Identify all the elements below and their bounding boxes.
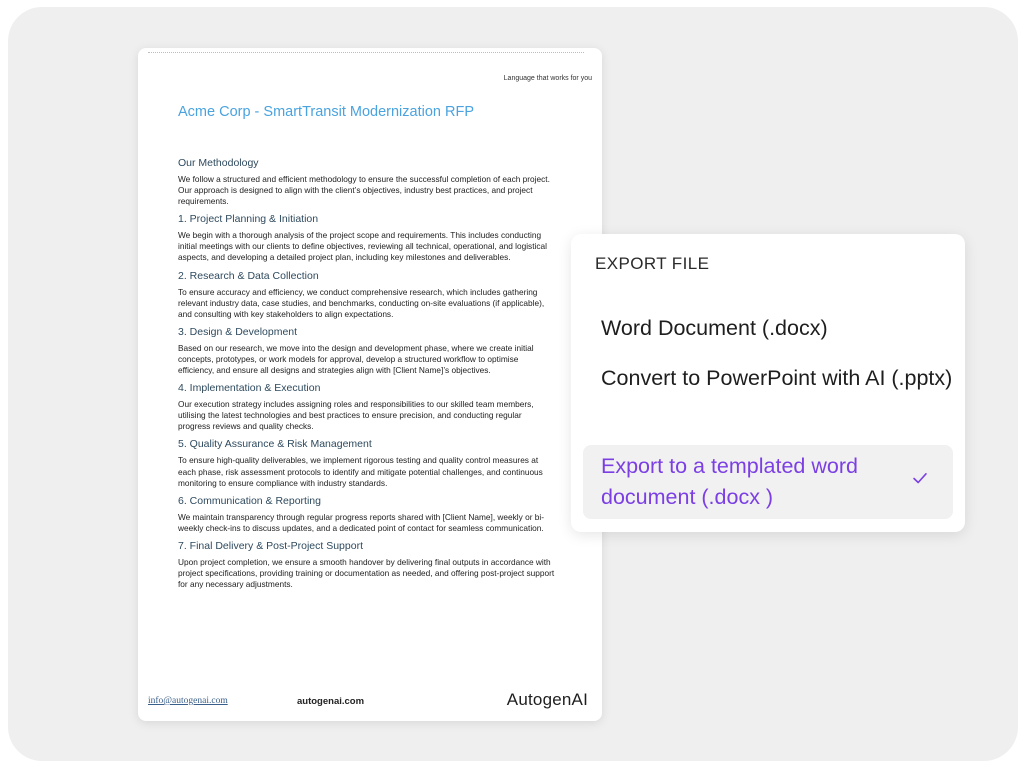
section-text: Our execution strategy includes assigning roles and responsibilities to our skilled team members, utilising the latest technologies and best practices to ensure precision, and conducting regular progress reviews and quality checks. <box>178 399 534 432</box>
section-design <box>178 326 556 376</box>
section-heading: 2. Research & Data Collection <box>178 269 319 282</box>
document-body <box>178 157 556 596</box>
export-option-word-docx[interactable] <box>583 308 953 348</box>
export-file-menu <box>571 234 965 532</box>
section-text: We begin with a thorough analysis of the project scope and requirements. This includes conducting initial meetings with our clients to define objectives, reviewing all technical, operational, and logistical aspects, and developing a detailed project plan, including key milestones and deliverables. <box>178 230 547 263</box>
section-heading: 4. Implementation & Execution <box>178 382 321 395</box>
section-research <box>178 270 556 320</box>
section-text: To ensure high-quality deliverables, we implement rigorous testing and quality control measures at each phase, risk assessment protocols to identify and mitigate potential challenges, and continuous monitoring to ensure compliance with industry standards. <box>178 455 543 488</box>
background-canvas <box>8 7 1018 761</box>
section-text: We maintain transparency through regular progress reports shared with [Client Name], weekly or bi-weekly check-ins to discuss updates, and a dedicated point of contact for seamless communication. <box>178 511 544 533</box>
section-heading: 6. Communication & Reporting <box>178 494 321 507</box>
checkmark-icon <box>911 469 929 487</box>
section-heading: 3. Design & Development <box>178 325 298 338</box>
section-text: We follow a structured and efficient methodology to ensure the successful completion of each project. Our approach is designed to align with the client’s objectives, industry best practices, and project requirements. <box>178 174 550 207</box>
autogenai-logo: AutogenAI <box>506 690 588 709</box>
option-label: Convert to PowerPoint with AI (.pptx) <box>601 366 953 390</box>
section-heading: Our Methodology <box>178 157 259 169</box>
export-option-powerpoint-pptx[interactable] <box>583 363 953 427</box>
footer-website: autogenai.com <box>297 696 365 707</box>
section-text: Upon project completion, we ensure a smooth handover by delivering final outputs in accordance with project specifications, providing training or documentation as needed, and offering post-project support for any necessary adjustments. <box>178 556 555 590</box>
document-tagline: Language that works for you <box>503 75 592 82</box>
section-text: Based on our research, we move into the design and development phase, where we create initial concepts, prototypes, or work models for approval, develop a structured workflow to optimise efficiency, and ensure all designs and strategies align with [Client Name]’s objectives. <box>178 342 534 376</box>
header-divider <box>148 52 584 53</box>
document-preview <box>138 48 602 721</box>
section-heading: 7. Final Delivery & Post-Project Support <box>178 539 363 552</box>
section-text: To ensure accuracy and efficiency, we conduct comprehensive research, which includes gathering relevant industry data, case studies, and benchmarks, conducting on-site evaluations (if applicable), and consulting with key stakeholders to align expectations. <box>178 286 545 319</box>
section-heading: 5. Quality Assurance & Risk Management <box>178 438 372 451</box>
document-footer <box>148 690 588 712</box>
export-option-templated-docx[interactable] <box>583 445 953 519</box>
section-delivery <box>178 540 556 590</box>
section-methodology <box>178 157 556 207</box>
option-label: Export to a templated word document (.docx ) <box>601 454 858 509</box>
document-title: Acme Corp - SmartTransit Modernization RFP <box>178 104 474 120</box>
option-label: Word Document (.docx) <box>601 315 828 340</box>
section-implementation <box>178 382 556 432</box>
footer-email-link[interactable]: info@autogenai.com <box>148 696 228 706</box>
export-menu-title: EXPORT FILE <box>595 254 710 273</box>
section-planning <box>178 213 556 263</box>
section-heading: 1. Project Planning & Initiation <box>178 213 319 226</box>
section-communication <box>178 495 556 534</box>
section-quality <box>178 438 556 488</box>
